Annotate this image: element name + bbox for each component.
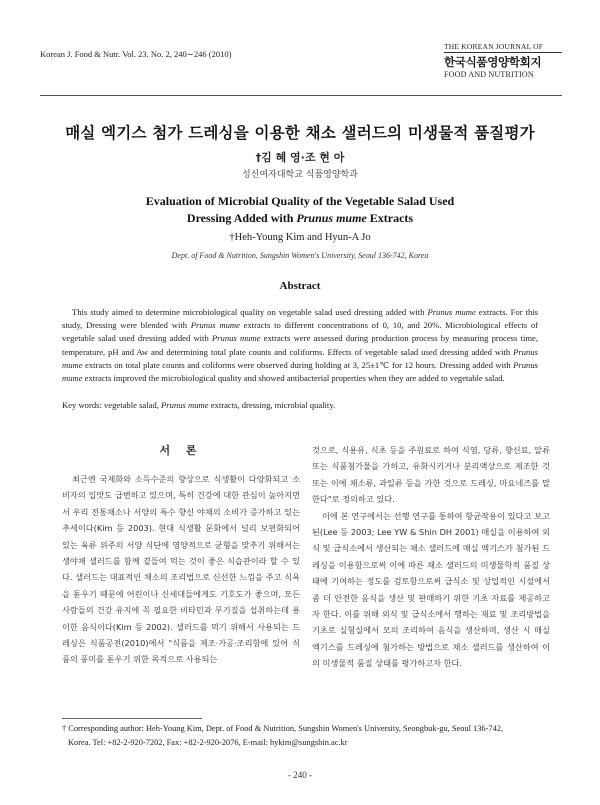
- journal-name-en-line2: FOOD AND NUTRITION: [444, 70, 534, 79]
- footnote-line2: Korea. Tel: +82-2-920-7202, Fax: +82-2-920-2076, E-mail: hykim@sungshin.ac.kr: [68, 737, 348, 747]
- abstract-text: extracts improved the microbiological quality and showed antibacterial properties when they are added to vegetable salad.: [82, 373, 505, 384]
- abstract-body: [62, 306, 538, 385]
- body-column-right: [312, 442, 550, 672]
- abstract-text: This study aimed to determine microbiological quality on vegetable salad used dressing added with: [72, 307, 428, 317]
- body-column-left: [62, 457, 300, 668]
- keywords-species: Prunus mume: [161, 400, 209, 410]
- keywords: [62, 400, 538, 410]
- abstract-text: extracts were assessed during production process by measuring process time, temperature, pH and Aw and determining total plate counts and coliforms. Effects of vegetable salad used dressing added with: [62, 333, 538, 357]
- abstract-species: Prunus mume: [211, 333, 261, 344]
- title-english-line2: [0, 210, 600, 227]
- footnote-line1: † Corresponding author: Heh-Young Kim, Dept. of Food & Nutrition, Sungshin Women's University, Seongbuk-gu, Seoul 136-742,: [62, 724, 504, 733]
- abstract-species: Prunus mume: [427, 307, 476, 317]
- abstract-text: extracts. For this study, Dressing were blended with: [62, 307, 538, 331]
- header-divider: [40, 95, 562, 96]
- affiliation-korean: 성신여자대학교 식품영양학과: [242, 170, 358, 180]
- journal-name-ko: 한국식품영양학회지: [444, 55, 542, 69]
- title-line2-italic: Prunus mume: [296, 211, 367, 225]
- title-line2-post: Extracts: [366, 211, 414, 225]
- authors-korean: †김 혜 영·조 현 아: [255, 151, 345, 164]
- abstract-species: Prunus mume: [62, 359, 538, 384]
- journal-name-en-line1: THE KOREAN JOURNAL OF: [444, 42, 544, 51]
- abstract-species: Prunus mume: [190, 320, 240, 331]
- abstract-text: extracts to different concentrations of 0, 10, and 20%. Microbiological effects of vegetable salad used dressing added with: [62, 320, 538, 344]
- section-title-introduction: 서 론: [159, 444, 203, 457]
- title-english-line1: Evaluation of Microbial Quality of the Vegetable Salad Used: [145, 194, 455, 208]
- page-number: - 240 -: [288, 770, 312, 780]
- abstract-species: Prunus mume: [62, 346, 538, 370]
- footnote-divider: [62, 718, 202, 719]
- title-korean: 매실 엑기스 첨가 드레싱을 이용한 채소 샐러드의 미생물적 품질평가: [65, 124, 535, 142]
- title-line2-pre: Dressing Added with: [186, 211, 297, 225]
- abstract-text: extracts on total plate counts and coliforms were observed during holding at 3, 25±1℃ for 12 hours. Dressing added with: [82, 359, 514, 370]
- abstract-heading: Abstract: [279, 280, 321, 292]
- journal-logo-rule: [444, 52, 562, 53]
- affiliation-english: Dept. of Food & Nutrition, Sungshin Women's University, Seoul 136-742, Korea: [171, 251, 429, 260]
- title-english: [0, 193, 600, 227]
- keywords-label: Key words: vegetable salad,: [62, 400, 162, 410]
- intro-paragraph-2: 이에 본 연구에서는 선행 연구를 통하여 항균작용이 있다고 보고된(Lee 등 2003; Lee YW & Shin DH 2001) 매실을 이용하여 외식 및 급식소에서 생산되는 채소 샐러드에 매실 엑기스가 첨가된 드레싱을 이용함으로써 이에 따른 채소 샐러드의 미생물학적 품질 상태에 기여하는 정도를 검토함으로써 급식소 및 상업적인 시설에서 좀 더 안전한 음식을 생산 및 판매하기 위한 기초 자료를 제공하고자 한다. 이를 위해 외식 및 급식소에서 행하는 재료 및 조리방법을 기초로 실험실에서 모의 조리하여 음식을 생산하며, 생산 시 매실 엑기스를 드레싱에 첨가하는 방법으로 채소 샐러드를 생산하여 이의 미생물적 품질 상태를 평가하고자 한다.: [312, 510, 550, 669]
- keywords-rest: extracts, dressing, microbial quality.: [208, 400, 336, 410]
- intro-paragraph-1: 최근엔 국제화와 소득수준의 향상으로 식생활이 다양화되고 소비자의 입맛도 급변하고 있으며, 특히 건강에 대한 관심이 높아지면서 우리 전통채소나 서양의 특수 향신 야채의 소비가 증가하고 있는 추세이다(Kim 등 2003). 현대 식생활 문화에서 널리 보편화되어 있는 육류 위주의 서양 식단에 영양적으로 균형을 맞추기 위해서는 생야채 샐러드를 함께 곁들여 먹는 것이 좋은 식습관이라 할 수 있다. 샐러드는 대표적인 채소의 조리법으로 신선한 느낌을 주고 식욕을 돋우기 때문에 어린이나 신세대들에게도 기호도가 좋으며, 모든 사람들의 건강 유지에 꼭 필요한 비타민과 무기질을 섭취하는데 용이한 음식이다(Kim 등 2002). 샐러드를 먹기 위해서 사용되는 드레싱은 식품공전(2010)에서 "식품을 제조·가공·조리함에 있어 식품의 풍미를 돋우기 위한 목적으로 사용되는: [62, 474, 300, 665]
- corresponding-author-footnote: [62, 722, 538, 749]
- journal-citation: Korean J. Food & Nutr. Vol. 23. No. 2, 240∼246 (2010): [40, 49, 232, 59]
- journal-logo: [444, 42, 562, 79]
- authors-english: †Heh-Young Kim and Hyun-A Jo: [229, 232, 371, 243]
- intro-paragraph-1-cont: 것으로, 식용유, 식초 등을 주원료로 하여 식염, 당류, 향신료, 알류 또는 식품첨가물을 가하고, 유화시키거나 분리액상으로 제조한 것 또는 이에 채소류, 과일류 등을 가한 것으로 드레싱, 마요네즈를 말한다"로 정의하고 있다.: [312, 445, 550, 505]
